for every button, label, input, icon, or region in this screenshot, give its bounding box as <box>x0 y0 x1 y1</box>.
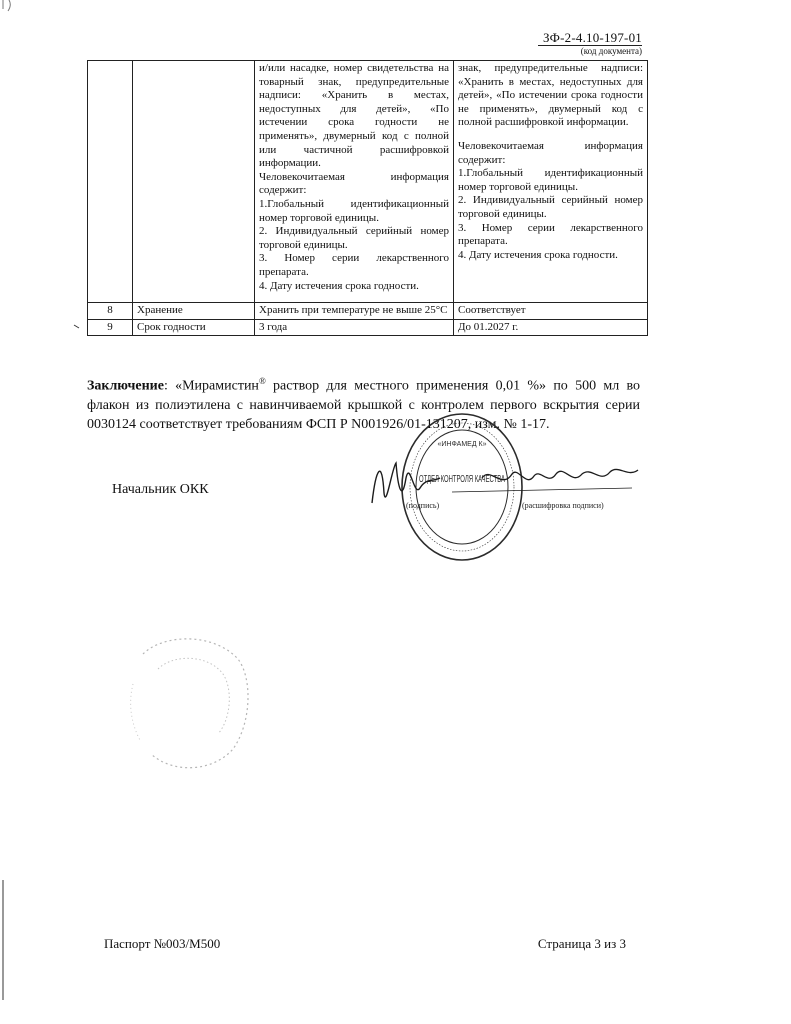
row-name-cell <box>133 61 255 303</box>
result-cell: До 01.2027 г. <box>454 319 648 336</box>
result-text: Человекочитаемая информация содержит: <box>458 139 643 166</box>
result-text: 4. Дату истечения срока годности. <box>458 248 618 261</box>
row-number-cell: 9 <box>88 319 133 336</box>
signature-caption-left: (подпись) <box>406 501 440 510</box>
passport-number: Паспорт №003/М500 <box>104 936 221 951</box>
specification-table <box>87 60 648 336</box>
document-code: ЗФ-2-4.10-197-01 <box>542 30 642 45</box>
scan-dot-mark <box>74 324 80 330</box>
table-row-continued <box>88 61 648 303</box>
result-cell: Соответствует <box>454 303 648 320</box>
requirement-text: 3. Номер серии лекарственного препарата. <box>259 252 449 278</box>
faded-stamp-imprint <box>113 624 263 784</box>
requirement-text: Человекочитаемая информация содержит: <box>259 170 449 197</box>
result-text: 3. Номер серии лекарственного препарата. <box>458 221 643 248</box>
spacer <box>458 130 643 140</box>
requirement-cell: 3 года <box>255 319 454 336</box>
conclusion-paragraph <box>87 372 640 434</box>
requirement-text: 2. Индивидуальный серийный номер торговой единицы. <box>259 225 449 251</box>
result-text: 1.Глобальный идентификационный номер торговой единицы. <box>458 167 643 193</box>
document-code-caption: (код документа) <box>580 46 642 56</box>
result-text: знак, предупредительные надписи: «Хранить в местах, недоступных для детей», «По истечении срока годности не применять», двумерный код с полной расшифровкой информации. <box>458 62 643 129</box>
requirement-text: 1.Глобальный идентификационный номер торговой единицы. <box>259 197 449 224</box>
page-number: Страница 3 из 3 <box>537 936 626 951</box>
stamp-company-text: «ИНФАМЕД К» <box>437 441 487 448</box>
row-name-cell: Срок годности <box>133 319 255 336</box>
conclusion-text: : «Мирамистин <box>163 378 259 394</box>
requirement-text: 4. Дату истечения срока годности. <box>259 279 419 292</box>
scan-edge-mark <box>0 0 18 12</box>
requirement-text: и/или насадке, номер свидетельства на товарный знак, предупредительные надписи: «Хранить в местах, недоступных для детей», «По истечении срока годности не применять», двумерный код с полной или частичной расшифровкой информации. <box>259 62 449 170</box>
row-number-cell: 8 <box>88 303 133 320</box>
result-text: 2. Индивидуальный серийный номер торговой единицы. <box>458 194 643 220</box>
table-row-storage <box>88 303 648 320</box>
conclusion-label: Заключение <box>87 378 164 394</box>
stamp-department-text: ОТДЕЛ КОНТРОЛЯ КАЧЕСТВА <box>419 474 506 485</box>
scan-left-edge <box>2 880 4 1000</box>
requirement-cell: Хранить при температуре не выше 25°С <box>255 303 454 320</box>
result-cell <box>454 61 648 303</box>
registered-mark: ® <box>258 376 266 386</box>
table-row-shelf-life <box>88 319 648 336</box>
handwritten-signature <box>362 448 650 520</box>
row-number-cell <box>88 61 133 303</box>
signatory-position: Начальник ОКК <box>112 482 209 497</box>
signature-caption-right: (расшифровка подписи) <box>522 501 604 510</box>
conclusion-text: раствор для местного применения 0,01 %» по 500 мл во флакон из полиэтилена с навинчиваемой крышкой с контролем первого вскрытия серии 0030124 соответствует требованиям ФСП Р N001926/01-131207, изм. № 1-17. <box>87 378 641 432</box>
requirement-cell <box>255 61 454 303</box>
row-name-cell: Хранение <box>133 303 255 320</box>
